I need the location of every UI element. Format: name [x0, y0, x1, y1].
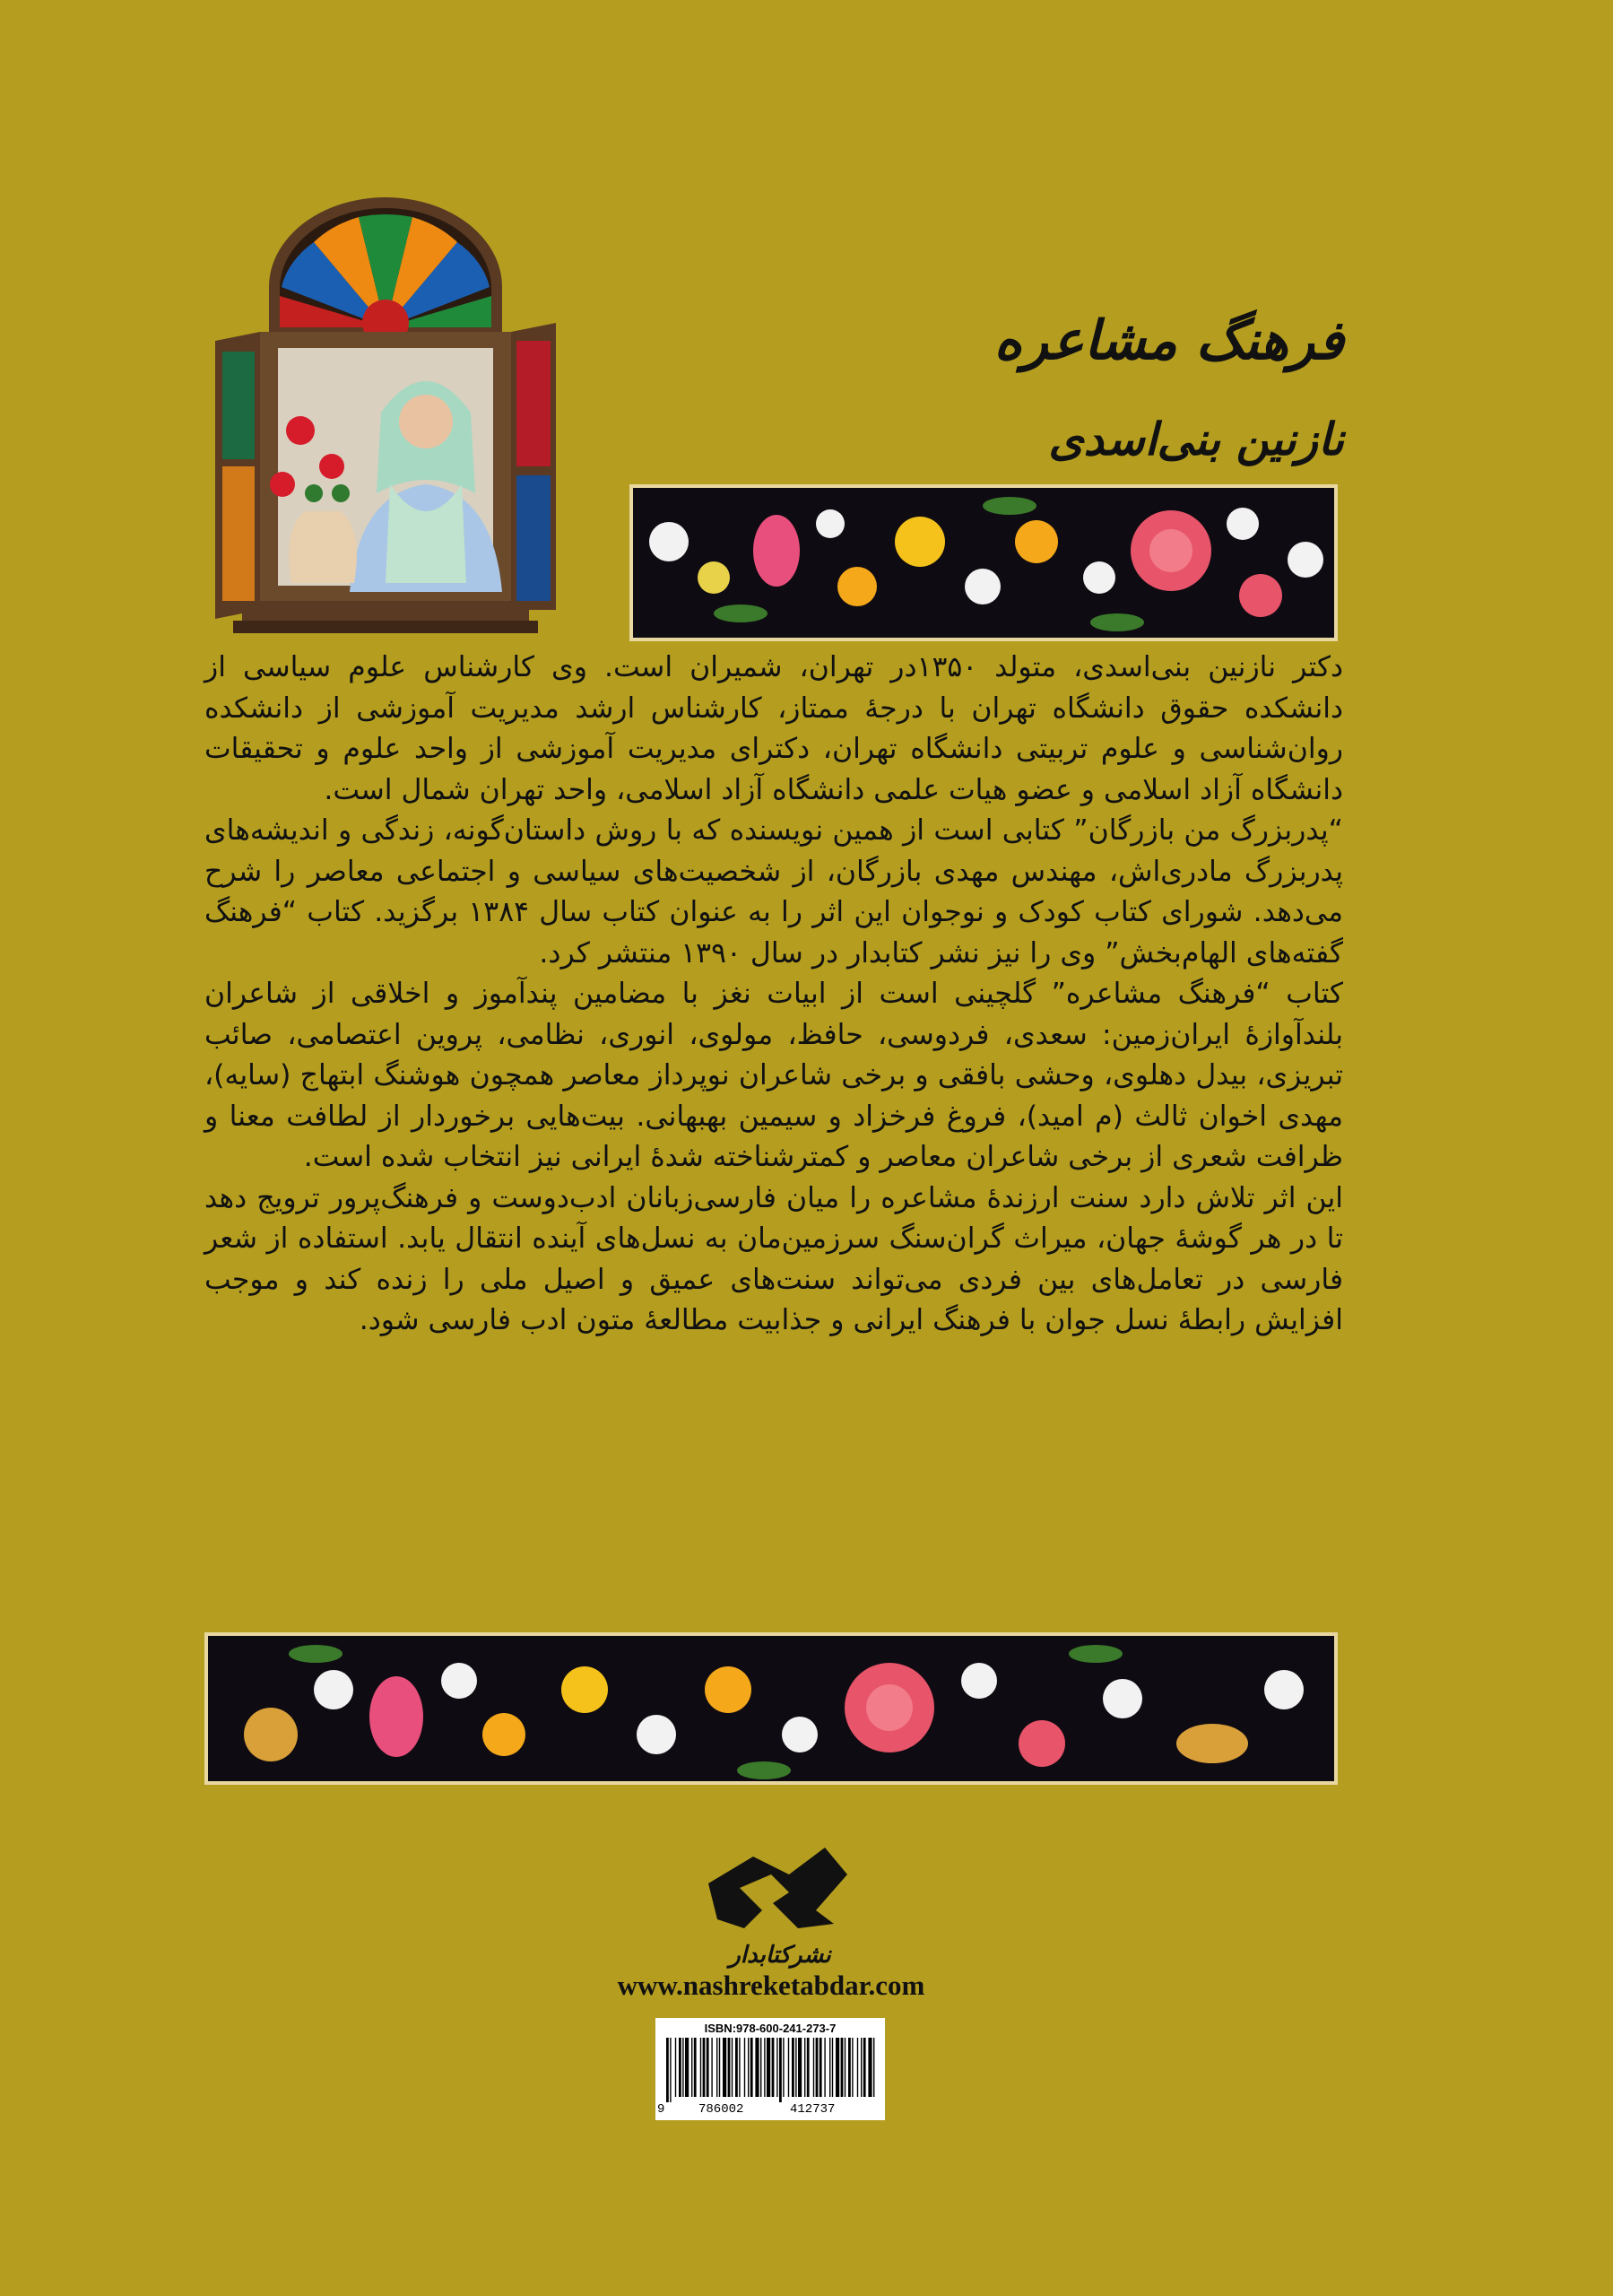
- barcode-bar: [719, 2038, 720, 2097]
- barcode-bar: [682, 2038, 683, 2097]
- barcode-bar: [813, 2038, 814, 2097]
- barcode-bar: [836, 2038, 839, 2097]
- publisher-logo-text: نشرکتابدار: [729, 1942, 831, 1969]
- barcode-bar: [841, 2038, 844, 2097]
- barcode-bar: [829, 2038, 830, 2097]
- paragraph-biography: دکتر نازنین بنی‌اسدی، متولد ۱۳۵۰در تهران، شمیران است. وی کارشناس علوم سیاسی از دانشکده حقوق دانشگاه تهران با درجهٔ ممتاز، کارشناس ارشد مدیریت آموزشی از دانشکده روان‌شناسی و علوم تربیتی دانشگاه تهران، دکترای مدیریت آموزشی از واحد علوم و تحقیقات دانشگاه آزاد اسلامی و عضو هیات علمی دانشگاه آزاد اسلامی، واحد تهران شمال است.: [204, 651, 1343, 806]
- barcode-bar: [694, 2038, 697, 2097]
- author-window-illustration: [206, 197, 565, 646]
- book-title: فرهنگ مشاعره: [993, 309, 1344, 372]
- barcode-bar: [670, 2038, 671, 2102]
- paragraph-previous-works: “پدربزرگ من بازرگان” کتابی است از همین نویسنده که با روش داستان‌گونه، زندگی و اندیشه‌های پدربزرگ مادری‌اش، مهندس مهدی بازرگان، از شخصیت‌های سیاسی و اجتماعی معاصر را شرح می‌دهد. شورای کتاب کودک و نوجوان این اثر را به عنوان کتاب سال ۱۳۸۴ برگزید. کتاب “فرهنگ گفته‌های الهام‌بخش” وی را نیز نشر کتابدار در سال ۱۳۹۰ منتشر کرد.: [204, 814, 1343, 970]
- barcode-bar: [723, 2038, 726, 2097]
- barcode-bar: [873, 2038, 874, 2097]
- barcode-digit-left: 9: [657, 2102, 665, 2117]
- barcode-bar: [795, 2038, 796, 2097]
- barcode-bar: [748, 2038, 749, 2097]
- barcode-bar: [691, 2038, 692, 2097]
- barcode-bar: [679, 2038, 681, 2097]
- barcode-bar: [760, 2038, 761, 2097]
- barcode-digits-mid: 786002: [698, 2102, 744, 2117]
- barcode-bar: [764, 2038, 765, 2097]
- barcode-bar: [861, 2038, 862, 2097]
- isbn-barcode: [655, 2018, 885, 2120]
- barcode-bar: [798, 2038, 802, 2097]
- barcode-bar: [675, 2038, 676, 2097]
- barcode-bar: [767, 2038, 770, 2097]
- barcode-bar: [735, 2038, 738, 2097]
- isbn-label: ISBN:978-600-241-273-7: [704, 2022, 837, 2035]
- floral-border-top: [629, 484, 1338, 641]
- barcode-bar: [703, 2038, 706, 2097]
- barcode-bar: [804, 2038, 805, 2097]
- barcode-bar: [852, 2038, 853, 2097]
- paragraph-book-description: کتاب “فرهنگ مشاعره” گلچینی است از ابیات نغز با مضامین پندآموز و اخلاقی از شاعران بلندآوازهٔ ایران‌زمین: سعدی، فردوسی، حافظ، مولوی، انوری، نظامی، پروین اعتصامی، صائب تبریزی، بیدل دهلوی، وحشی بافقی و برخی شاعران نوپرداز معاصر همچون هوشنگ ابتهاج (سایه)، مهدی اخوان ثالث (م امید)، فروغ فرخزاد و سیمین بهبهانی. بیت‌هایی برخوردار از لطافت معنا و ظرافت شعری از برخی شاعران معاصر و کمترشناخته شدهٔ ایرانی نیز انتخاب شده است.: [204, 978, 1343, 1173]
- barcode-bar: [863, 2038, 866, 2097]
- floral-border-bottom: [204, 1632, 1338, 1785]
- barcode-bar: [750, 2038, 753, 2097]
- body-text: [204, 648, 1343, 1342]
- publisher-logo: [690, 1839, 870, 1973]
- publisher-website[interactable]: www.nashreketabdar.com: [617, 1970, 925, 2001]
- barcode-bar: [666, 2038, 669, 2102]
- barcode-bar: [744, 2038, 745, 2097]
- barcode-bar: [824, 2038, 825, 2097]
- barcode-bar: [755, 2038, 759, 2097]
- barcode-bar: [783, 2038, 784, 2097]
- barcode-bar: [779, 2038, 782, 2102]
- barcode-bar: [732, 2038, 733, 2097]
- barcode-bar: [772, 2038, 775, 2097]
- barcode-digits-right: 412737: [790, 2102, 836, 2117]
- barcode-bar: [845, 2038, 846, 2097]
- barcode-bar: [820, 2038, 822, 2097]
- barcode-bar: [868, 2038, 872, 2097]
- barcode-bar: [711, 2038, 712, 2097]
- barcode-bar: [848, 2038, 851, 2097]
- paragraph-book-purpose: این اثر تلاش دارد سنت ارزندهٔ مشاعره را میان فارسی‌زبانان ادب‌دوست و فرهنگ‌پرور ترویج دهد تا در هر گوشهٔ جهان، میراث گران‌سنگ سرزمین‌مان به نسل‌های آینده انتقال یابد. استفاده از شعر فارسی در تعامل‌های بین فردی می‌تواند سنت‌های عمیق و اصیل ملی را زنده کند و موجب افزایش رابطهٔ نسل جوان با فرهنگ ایرانی و جذابیت مطالعهٔ متون ادب فارسی شود.: [204, 1181, 1343, 1336]
- barcode-bar: [707, 2038, 709, 2097]
- barcode-bars: [663, 2038, 878, 2102]
- barcode-bar: [807, 2038, 810, 2097]
- barcode-bar: [739, 2038, 740, 2097]
- barcode-bar: [857, 2038, 858, 2097]
- barcode-bar: [716, 2038, 717, 2097]
- barcode-bar: [832, 2038, 833, 2097]
- barcode-bar: [700, 2038, 701, 2097]
- barcode-bar: [792, 2038, 794, 2097]
- barcode-bar: [816, 2038, 819, 2097]
- book-author: نازنین بنی‌اسدی: [1048, 413, 1344, 465]
- barcode-bar: [776, 2038, 777, 2097]
- barcode-bar: [728, 2038, 731, 2097]
- barcode-bar: [788, 2038, 789, 2097]
- barcode-bar: [685, 2038, 689, 2097]
